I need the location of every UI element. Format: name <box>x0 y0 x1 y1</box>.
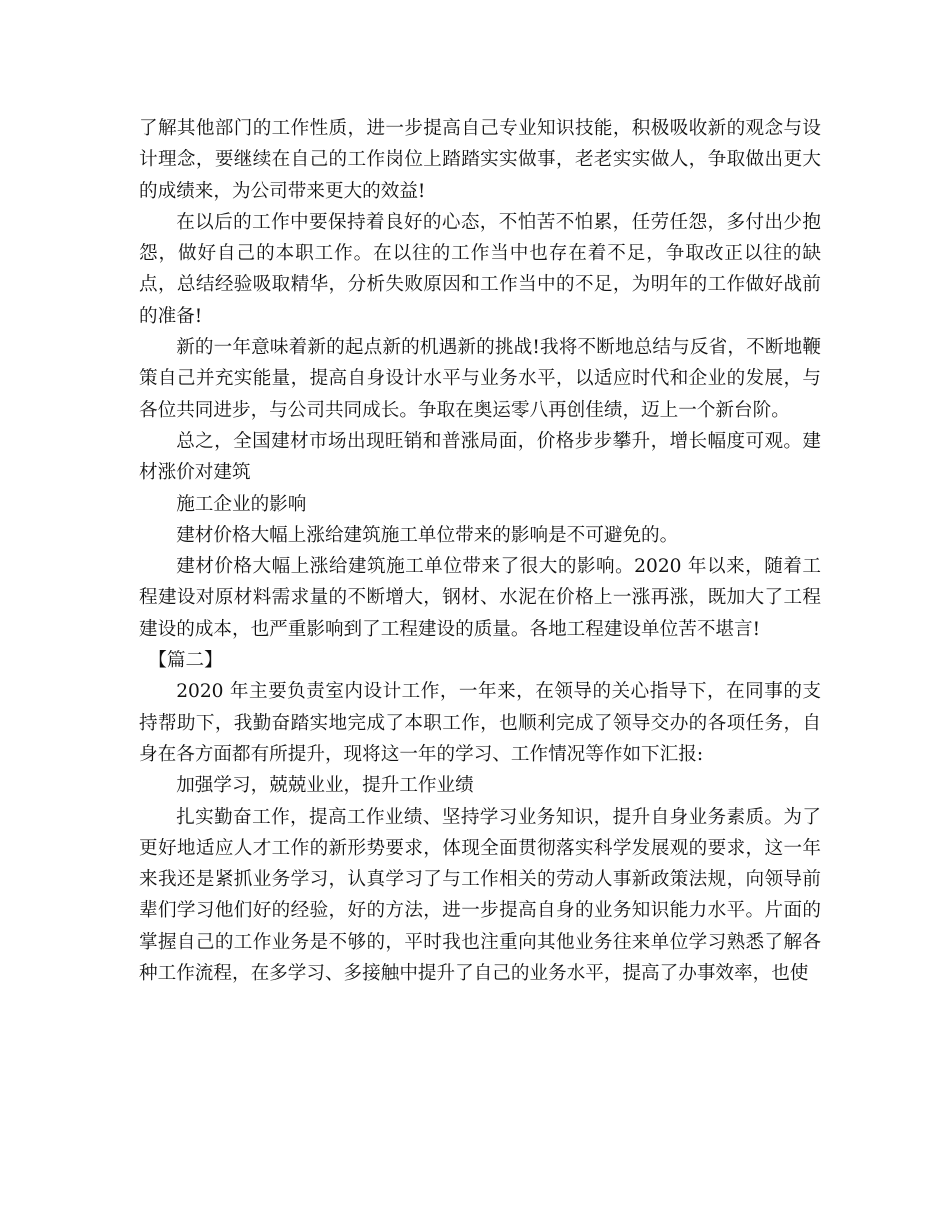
paragraph-new-year: 新的一年意味着新的起点新的机遇新的挑战!我将不断地总结与反省，不断地鞭策自己并充实能量，提高自身设计水平与业务水平，以适应时代和企业的发展，与各位共同进步，与公司共同成长。争取在奥运零八再创佳绩，迈上一个新台阶。 <box>139 337 821 421</box>
paragraph-continuation: 了解其他部门的工作性质，进一步提高自己专业知识技能，积极吸收新的观念与设计理念，要继续在自己的工作岗位上踏踏实实做事，老老实实做人，争取做出更大的成绩来，为公司带来更大的效益! <box>139 118 821 202</box>
paragraph-2020-report: 2020 年主要负责室内设计工作，一年来，在领导的关心指导下，在同事的支持帮助下，我勤奋踏实地完成了本职工作，也顺利完成了领导交办的各项任务，自身在各方面都有所提升，现将这一年的学习、工作情况等作如下汇报: <box>139 681 821 765</box>
document-body <box>139 113 821 989</box>
paragraph-summary: 总之，全国建材市场出现旺销和普涨局面，价格步步攀升，增长幅度可观。建材涨价对建筑 <box>139 430 821 484</box>
paragraph-impact-unavoidable: 建材价格大幅上涨给建筑施工单位带来的影响是不可避免的。 <box>176 524 679 546</box>
paragraph-subheading-impact: 施工企业的影响 <box>176 493 307 515</box>
paragraph-subheading-study: 加强学习，兢兢业业，提升工作业绩 <box>176 775 474 797</box>
section-heading-part-two: 【篇二】 <box>148 650 223 672</box>
paragraph-study-detail: 扎实勤奋工作，提高工作业绩、坚持学习业务知识，提升自身业务素质。为了更好地适应人才工作的新形势要求，体现全面贯彻落实科学发展观的要求，这一年来我还是紧抓业务学习，认真学习了与工作相关的劳动人事新政策法规，向领导前辈们学习他们好的经验，好的方法，进一步提高自身的业务知识能力水平。片面的掌握自己的工作业务是不够的，平时我也注重向其他业务往来单位学习熟悉了解各种工作流程，在多学习、多接触中提升了自己的业务水平，提高了办事效率，也使 <box>139 806 821 985</box>
paragraph-attitude: 在以后的工作中要保持着良好的心态，不怕苦不怕累，任劳任怨，多付出少抱怨，做好自己的本职工作。在以往的工作当中也存在着不足，争取改正以往的缺点，总结经验吸取精华，分析失败原因和工作当中的不足，为明年的工作做好战前的准备! <box>139 211 821 327</box>
paragraph-impact-detail: 建材价格大幅上涨给建筑施工单位带来了很大的影响。2020 年以来，随着工程建设对原材料需求量的不断增大，钢材、水泥在价格上一涨再涨，既加大了工程建设的成本，也严重影响到了工程建设的质量。各地工程建设单位苦不堪言! <box>139 556 821 640</box>
